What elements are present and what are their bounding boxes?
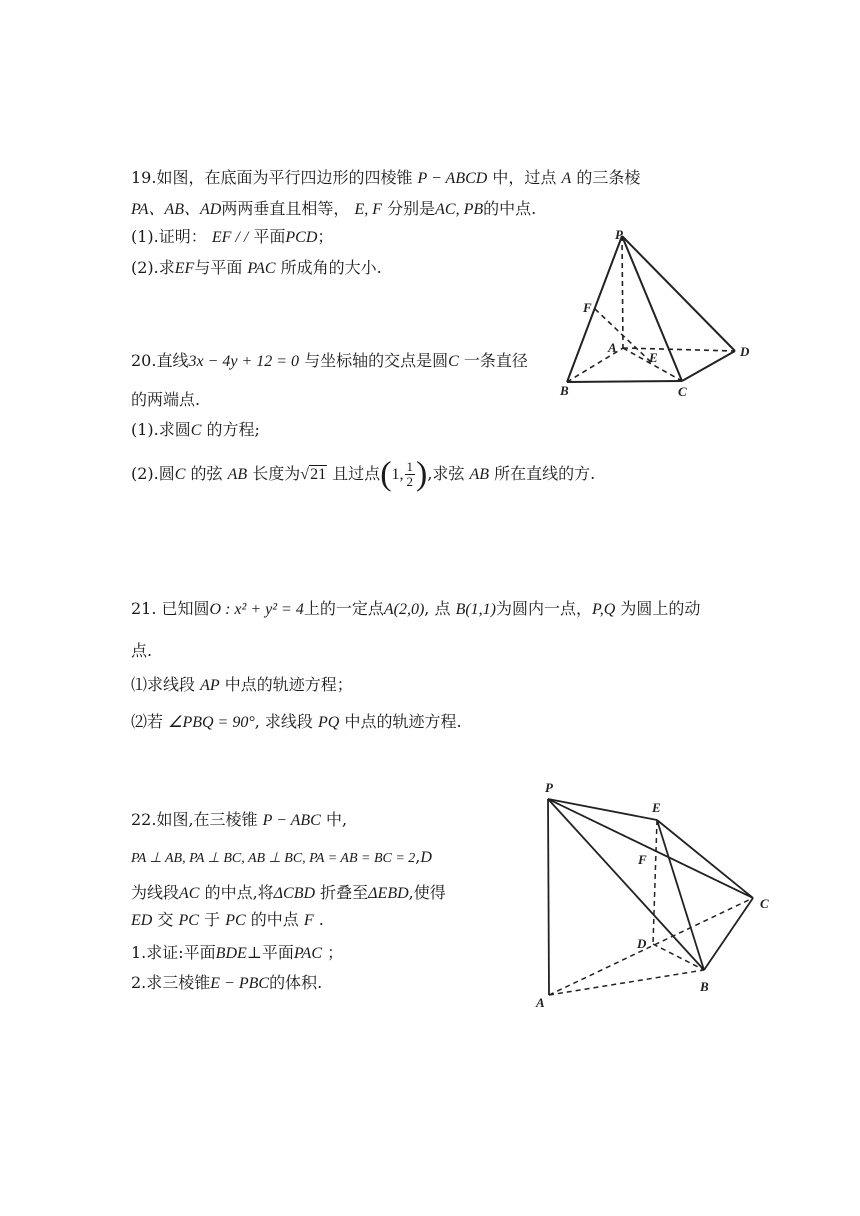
q20-text: 与坐标轴的交点是圆 — [304, 351, 449, 370]
q20-text: 长度为 — [252, 464, 301, 483]
q22-text: 的中点,将 — [204, 883, 274, 902]
fig19-label-b: B — [560, 383, 569, 398]
q22-text: 为线段 — [131, 883, 180, 902]
q20-text: 20.直线 — [131, 351, 189, 370]
q20-circle-c: C — [448, 353, 459, 370]
q20-part2: (2).圆C 的弦 AB 长度为√21 且过点(1, $\frac{1}{2}$ ),求弦 AB 所在直线的方. — [131, 455, 596, 493]
q19-parallel: EF / / — [211, 229, 249, 246]
q20-text: (1).求圆 — [131, 420, 191, 439]
q20-line-equation: 3x − 4y + 12 = 0 — [188, 353, 300, 370]
q22-text: 交 — [157, 910, 174, 929]
q20-text: 的两端点. — [131, 390, 201, 409]
q19-segments: AC, PB — [435, 201, 484, 218]
q21-text: , 点 — [424, 599, 451, 618]
q20-text: 一条直径 — [463, 351, 528, 370]
fig19-label-p: P — [615, 227, 623, 242]
fig22-label-p: P — [545, 780, 553, 795]
fig22-label-d: D — [637, 936, 647, 951]
q19-text: 的三条棱 — [576, 168, 641, 187]
q21-segment-ap: AP — [200, 677, 220, 694]
q22-segment-ac: AC — [179, 885, 200, 902]
q21-point-a: A(2,0) — [383, 601, 425, 618]
q19-line1 — [131, 167, 640, 190]
q22-conditions: PA ⊥ AB, PA ⊥ BC, AB ⊥ BC, PA = AB = BC = 2 — [131, 851, 416, 866]
pyramid-figure-22 — [530, 775, 785, 1015]
q22-text: 折叠至 — [320, 883, 369, 902]
q20-text: 的方程; — [206, 420, 260, 439]
q19-part1 — [131, 226, 333, 249]
q19-points-ef: E, F — [354, 201, 383, 218]
q22-part2 — [131, 972, 322, 995]
q19-edges: PA、AB、AD — [131, 201, 222, 218]
q20-text: ,求弦 — [427, 464, 465, 483]
q19-text: 所成角的大小. — [280, 258, 382, 277]
q20-text: (2).圆 — [131, 464, 175, 483]
q22-triangle-cbd: ΔCBD — [273, 885, 316, 902]
q19-text: 19.如图，在底面为平行四边形的四棱锥 — [131, 168, 413, 187]
q19-text: ； — [317, 227, 334, 246]
q19-text: 的中点. — [483, 199, 537, 218]
q20-point-x: 1, — [391, 466, 404, 483]
q19-part2 — [131, 257, 382, 280]
fig19-label-c: C — [678, 384, 687, 399]
q20-text: 所在直线的方. — [494, 464, 596, 483]
fig19-label-f: F — [583, 300, 592, 315]
q19-text: 平面 — [253, 227, 286, 246]
q21-points-pq: P,Q — [592, 601, 616, 618]
pyramid-figure-19 — [555, 222, 760, 402]
q20-chord: AB — [469, 466, 490, 483]
fig19-label-d: D — [740, 344, 750, 359]
q21-text: ⑴求线段 — [131, 675, 196, 694]
q21-angle: ∠PBQ = 90° — [168, 714, 255, 731]
q21-line1 — [131, 598, 700, 621]
q22-text: 2.求三棱锥 — [131, 973, 211, 992]
q21-point-b: B(1,1) — [455, 601, 496, 618]
q20-sqrt-sign: √ — [300, 466, 310, 483]
q20-part1 — [131, 419, 260, 442]
fig22-label-b: B — [700, 979, 709, 994]
q21-circle-eq: O : x² + y² = 4 — [209, 601, 304, 618]
q20-circle-c: C — [190, 422, 202, 439]
q22-text: 的中点 — [250, 910, 299, 929]
q21-text: 中点的轨迹方程. — [344, 712, 462, 731]
q22-plane-pac: PAC — [293, 945, 322, 962]
q21-text: , 求线段 — [254, 712, 313, 731]
q20-circle-c: C — [174, 466, 186, 483]
q22-text: , — [415, 847, 421, 866]
q19-plane2: PAC — [247, 260, 276, 277]
q20-line1 — [131, 350, 528, 373]
q22-line2 — [131, 846, 432, 870]
q21-text: 为圆上的动 — [620, 599, 701, 618]
q21-part2 — [131, 711, 462, 734]
q19-line2 — [131, 198, 536, 221]
q22-segment-ed: ED — [131, 912, 153, 929]
q19-plane: PCD — [285, 229, 318, 246]
q19-seg-ef: EF — [174, 260, 195, 277]
fig22-label-c: C — [760, 896, 769, 911]
q22-text: ,使得 — [408, 883, 446, 902]
q21-text: 为圆内一点， — [496, 599, 593, 618]
q22-line4 — [131, 909, 324, 932]
q19-text: 中，过点 — [492, 168, 557, 187]
q21-line2 — [131, 640, 152, 662]
q22-text: ⊥平面 — [246, 943, 294, 962]
q22-segment-pc: PC — [225, 912, 246, 929]
q20-text: 且过点 — [332, 464, 381, 483]
q20-sqrt-value: 21 — [310, 466, 327, 483]
q22-text: 1.求证:平面 — [131, 943, 216, 962]
q19-text: 分别是 — [387, 199, 436, 218]
q21-segment-pq: PQ — [318, 714, 340, 731]
q19-text: (1).证明： — [131, 227, 207, 246]
q22-part1 — [131, 942, 343, 965]
q21-text: ⑵若 — [131, 712, 164, 731]
fig22-label-a: A — [536, 995, 545, 1010]
q20-fraction — [405, 460, 416, 489]
q21-text: 上的一定点 — [303, 599, 384, 618]
q22-segment-pc: PC — [178, 912, 199, 929]
q19-text: (2).求 — [131, 258, 175, 277]
q21-part1 — [131, 674, 353, 697]
q21-text: 中点的轨迹方程； — [224, 675, 353, 694]
q22-line1 — [131, 809, 347, 832]
q21-text: 点. — [131, 641, 153, 660]
q22-pyramid: P − ABC — [262, 812, 321, 829]
q22-text: . — [318, 910, 324, 929]
q19-text: 与平面 — [194, 258, 243, 277]
q20-fraction-den: 2 — [406, 474, 414, 489]
q20-fraction-num: 1 — [406, 459, 414, 474]
q19-pyramid: P − ABCD — [417, 170, 488, 187]
fig19-label-e: E — [649, 350, 658, 365]
q22-point-f: F — [303, 912, 314, 929]
q22-text: 22.如图,在三棱锥 — [131, 810, 258, 829]
fig19-label-a: A — [608, 340, 617, 355]
q20-line2 — [131, 389, 200, 411]
q22-pyramid-epbc: E − PBC — [210, 975, 270, 992]
q19-point: A — [561, 170, 572, 187]
q22-text: 中, — [325, 810, 348, 829]
q22-line3 — [131, 882, 446, 905]
q21-text: 21. 已知圆 — [131, 599, 210, 618]
q22-text: ； — [327, 943, 344, 962]
q22-text: 的体积. — [269, 973, 323, 992]
q22-plane-bde: BDE — [215, 945, 247, 962]
q20-text: 的弦 — [190, 464, 223, 483]
fig22-label-e: E — [652, 800, 661, 815]
fig22-label-f: F — [638, 852, 647, 867]
q22-triangle-ebd: ΔEBD — [368, 885, 409, 902]
q20-chord: AB — [227, 466, 248, 483]
q22-point-d: D — [420, 849, 432, 866]
q19-text: 两两垂直且相等， — [221, 199, 350, 218]
q22-text: 于 — [204, 910, 221, 929]
